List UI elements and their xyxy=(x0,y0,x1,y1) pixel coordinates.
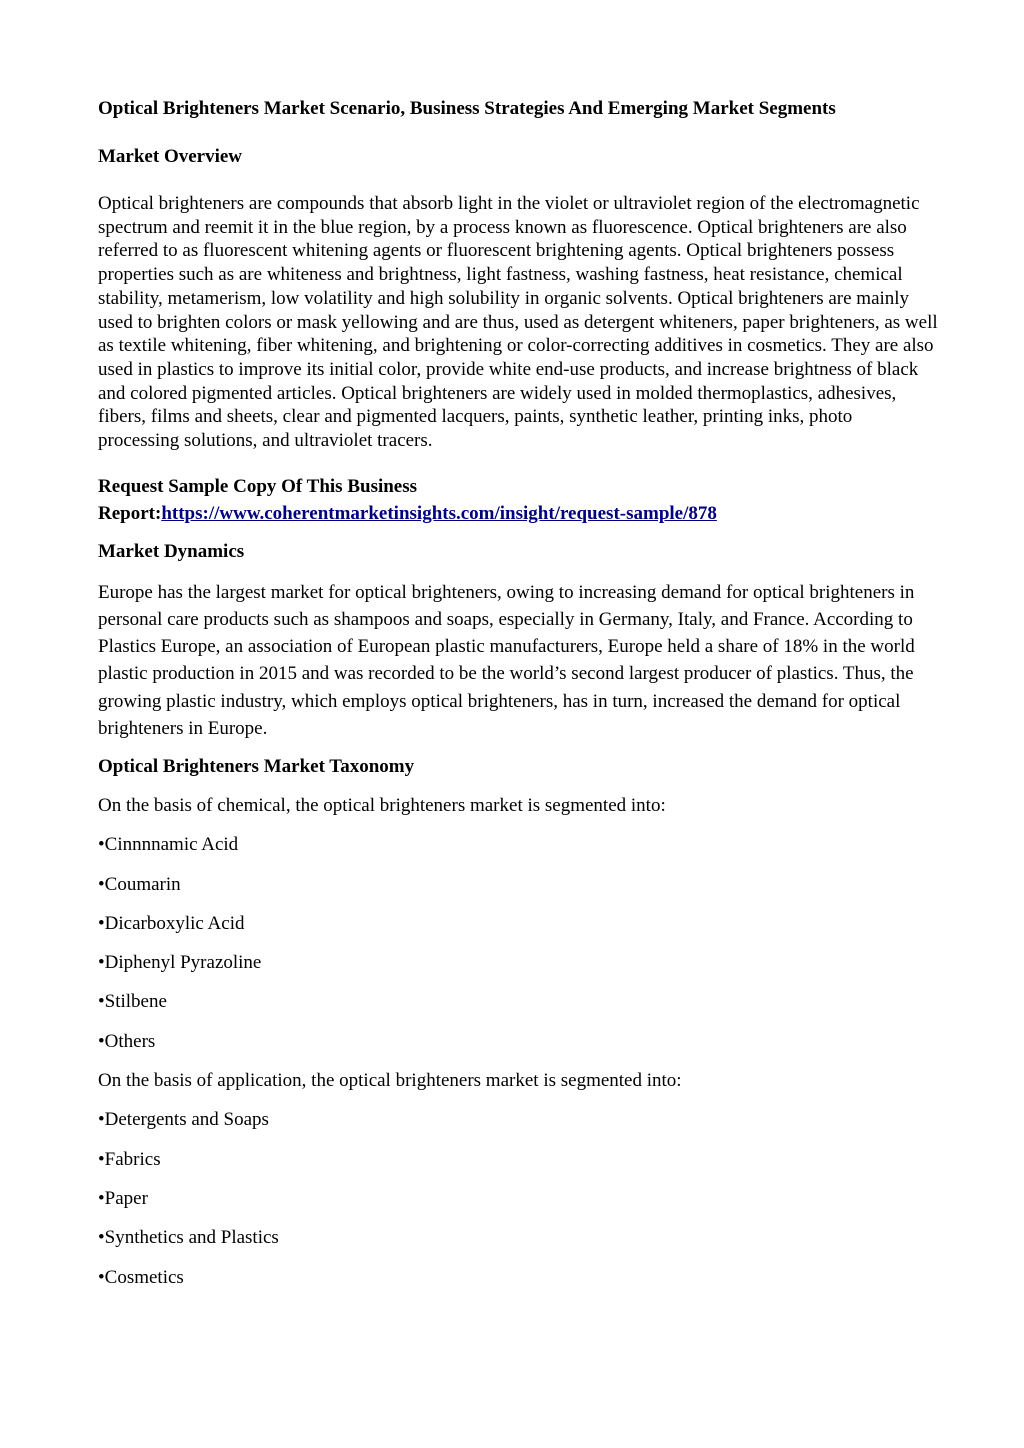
chemical-segment-list xyxy=(98,832,938,1054)
list-item: •Synthetics and Plastics xyxy=(98,1227,279,1249)
list-item: •Cinnnnamic Acid xyxy=(98,834,239,856)
list-item: •Coumarin xyxy=(98,873,181,895)
list-item: •Paper xyxy=(98,1187,148,1209)
market-dynamics-heading: Market Dynamics xyxy=(98,540,245,562)
sample-request xyxy=(98,473,938,527)
document-page xyxy=(98,96,938,1304)
list-item: •Diphenyl Pyrazoline xyxy=(98,952,262,974)
document-title: Optical Brighteners Market Scenario, Business Strategies And Emerging Market Segments xyxy=(98,98,836,119)
market-overview-heading: Market Overview xyxy=(98,146,243,167)
market-overview-paragraph: Optical brighteners are compounds that absorb light in the violet or ultraviolet region of the electromagnetic spectrum and reemit it in the blue region, by a process known as fluorescence. Optical brighteners are also referred to as fluorescent whitening agents or fluorescent brightening agents. Optical brighteners possess properties such as are whiteness and brightness, light fastness, washing fastness, heat resistance, chemical stability, metamerism, low volatility and high solubility in organic solvents. Optical brighteners are mainly used to brighten colors or mask yellowing and are thus, used as detergent whiteners, paper brighteners, as well as textile whitening, fiber whitening, and brightening or color-correcting additives in cosmetics. They are also used in plastics to improve its initial color, provide white end-use products, and increase brightness of black and colored pigmented articles. Optical brighteners are widely used in molded thermoplastics, adhesives, fibers, films and sheets, clear and pigmented lacquers, paints, synthetic leather, printing inks, photo processing solutions, and ultraviolet tracers. xyxy=(98,193,938,452)
list-item: •Detergents and Soaps xyxy=(98,1109,269,1131)
list-item: •Cosmetics xyxy=(98,1266,184,1288)
application-segment-list xyxy=(98,1107,938,1290)
sample-request-link[interactable]: https://www.coherentmarketinsights.com/insight/request-sample/878 xyxy=(161,502,717,524)
market-dynamics-paragraph: Europe has the largest market for optical brighteners, owing to increasing demand for optical brighteners in personal care products such as shampoos and soaps, especially in Germany, Italy, and France. According to Plastics Europe, an association of European plastic manufacturers, Europe held a share of 18% in the world plastic production in 2015 and was recorded to be the world’s second largest producer of plastics. Thus, the growing plastic industry, which employs optical brighteners, has in turn, increased the demand for optical brighteners in Europe. xyxy=(98,581,915,739)
list-item: •Others xyxy=(98,1030,156,1052)
sample-request-label: Request Sample Copy Of This Business Report: xyxy=(98,475,418,524)
chemical-segment-intro: On the basis of chemical, the optical brighteners market is segmented into: xyxy=(98,794,666,816)
list-item: •Stilbene xyxy=(98,991,167,1013)
list-item: •Fabrics xyxy=(98,1148,161,1170)
market-taxonomy-heading: Optical Brighteners Market Taxonomy xyxy=(98,755,415,777)
application-segment-intro: On the basis of application, the optical brighteners market is segmented into: xyxy=(98,1070,682,1092)
list-item: •Dicarboxylic Acid xyxy=(98,912,245,934)
